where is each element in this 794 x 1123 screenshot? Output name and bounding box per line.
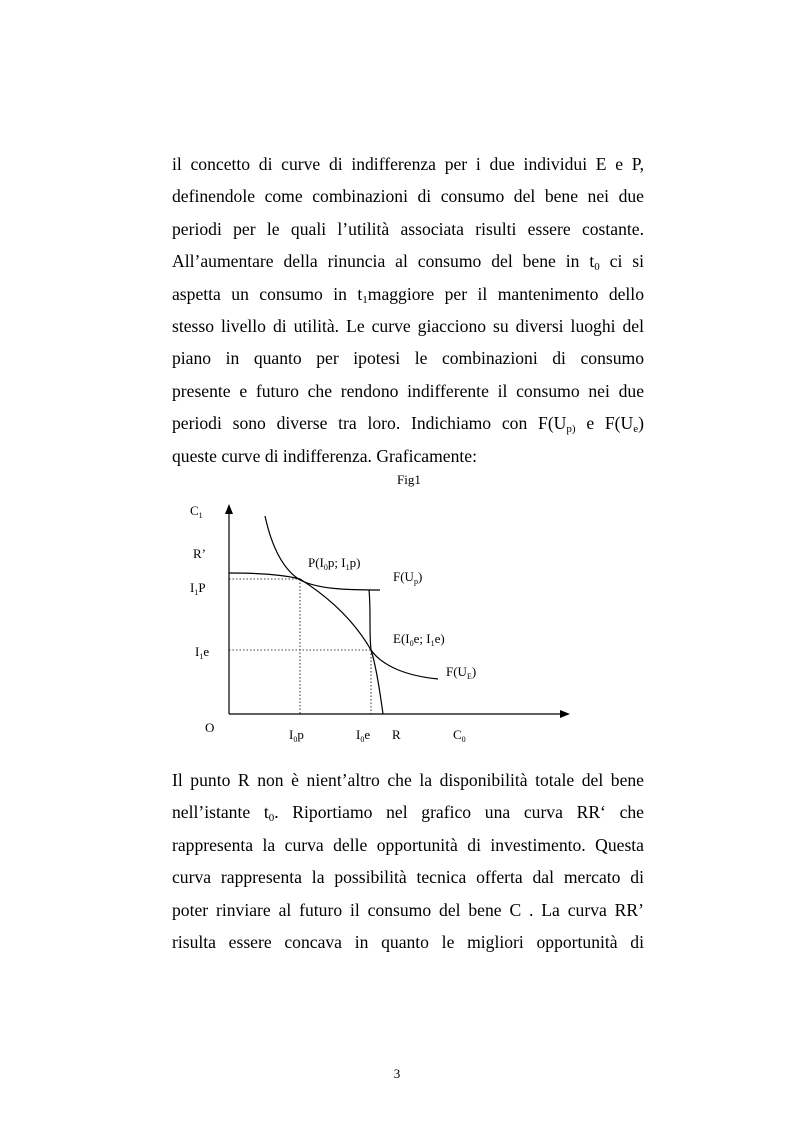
i1e-label: $I_1e$ (195, 644, 210, 661)
bottom-paragraph (172, 764, 644, 958)
r-prime-label: R’ (193, 546, 206, 561)
r-label: R (392, 727, 401, 742)
text-line: risulta essere concava in quanto le migliori opportunità di (172, 932, 644, 953)
y-axis-label: $C_1$ (190, 503, 203, 520)
text-line: poter rinviare al futuro il consumo del bene C . La curva RR’ (172, 899, 644, 920)
text-line: il concetto di curve di indifferenza per i due individui E e P, (172, 154, 644, 174)
text-line: definendole come combinazioni di consumo del bene nei due (172, 186, 644, 207)
text-line: queste curve di indifferenza. Graficamente: (172, 445, 477, 466)
origin-label: O (205, 720, 215, 735)
x-axis-label: $C_0$ (453, 727, 466, 744)
x-axis-arrow (560, 710, 570, 718)
text-line: periodi per le quali l’utilità associata risulti essere costante. (172, 218, 644, 239)
text-line: presente e futuro che rendono indifferente il consumo nei due (172, 380, 644, 401)
i0e-label: $I_0e$ (356, 727, 371, 744)
text-line: periodi sono diverse tra loro. Indichiamo con $F(U_{p)}$ e $F(U_e)$ (172, 413, 644, 436)
text-line: piano in quanto per ipotesi le combinazioni di consumo (172, 348, 644, 369)
investment-curve-rr (229, 573, 383, 714)
text-line: Il punto R non è nient’altro che la disponibilità totale del bene (172, 770, 644, 790)
text-line: stesso livello di utilità. Le curve giacciono su diversi luoghi del (172, 316, 644, 337)
text-line: rappresenta la curva delle opportunità di investimento. Questa (172, 834, 644, 855)
i0p-label: $I_0p$ (289, 727, 304, 744)
text-line: All’aumentare della rinuncia al consumo del bene in $t_0$ ci si (172, 251, 644, 274)
text-line: aspetta un consumo in $t_1maggiore$ per il mantenimento dello (172, 283, 644, 306)
text-line: nell’istante $t_0$. Riportiamo nel grafico una curva RR‘ che (172, 802, 644, 825)
curve-up-label: $F(U_p)$ (393, 569, 423, 586)
i1p-label: $I_1P$ (190, 580, 206, 597)
page-number: 3 (393, 1066, 401, 1081)
text-line: curva rappresenta la possibilità tecnica offerta dal mercato di (172, 867, 644, 888)
point-p-label: $P(I_0p$; $I_1p$) (308, 555, 361, 572)
curve-ue-label: $F(U_E)$ (446, 664, 477, 681)
y-axis-arrow (225, 504, 233, 514)
point-e-label: $E(I_0e$; $I_1e$) (393, 631, 445, 648)
figure-caption: Fig1 (397, 472, 421, 487)
